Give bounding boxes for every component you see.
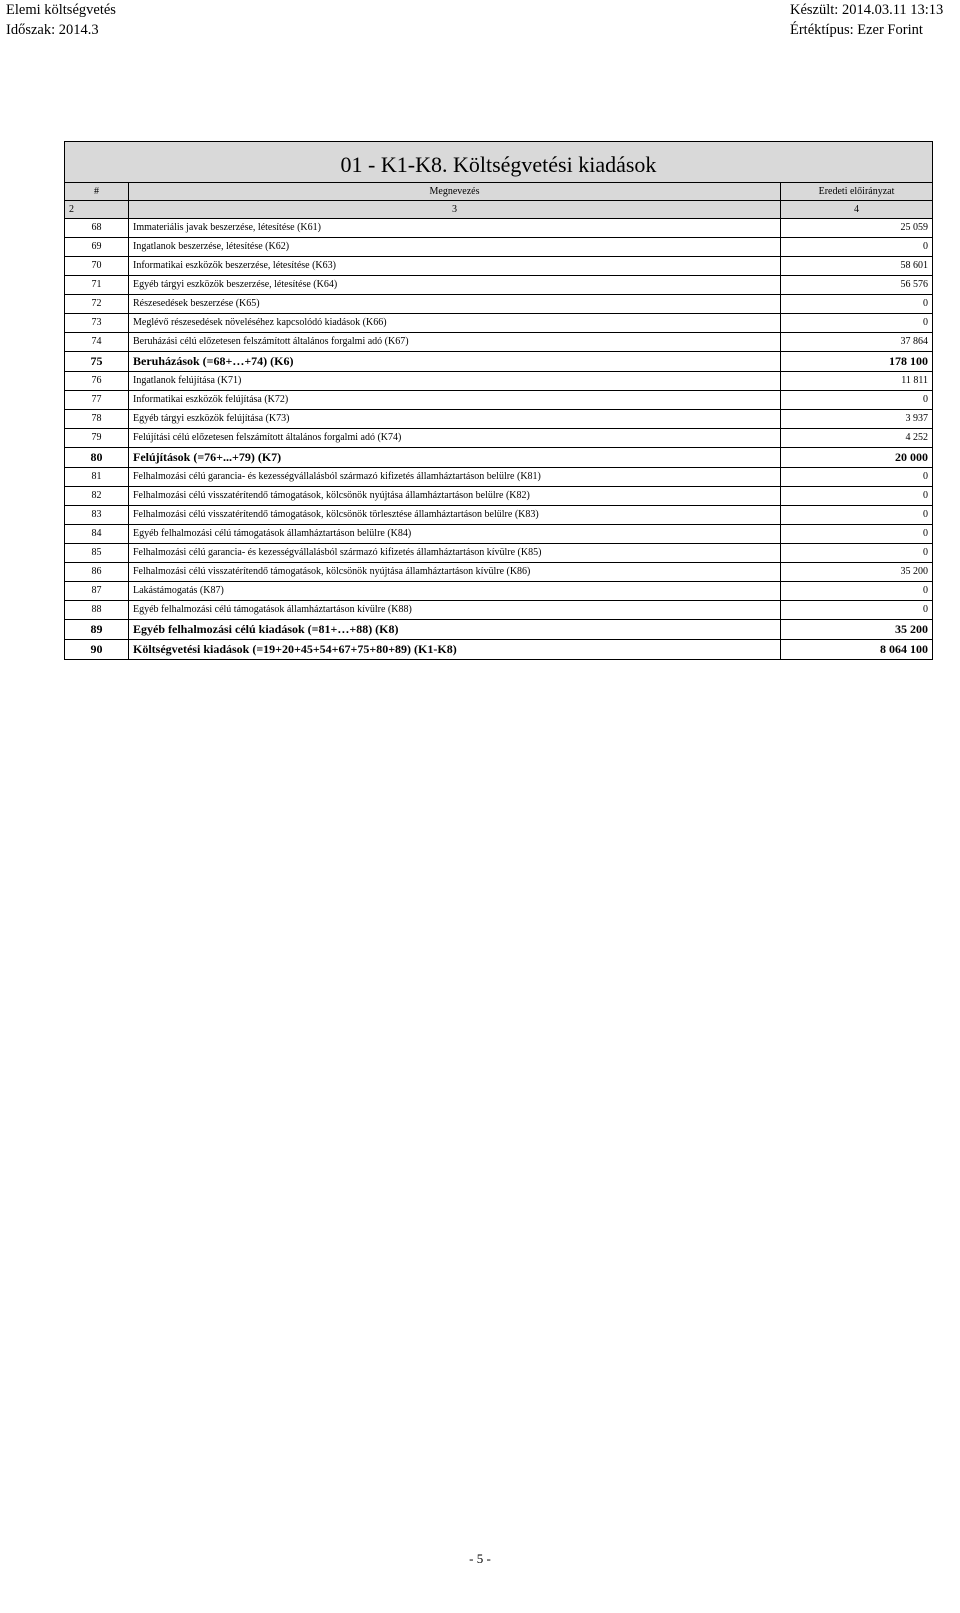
row-name: Felhalmozási célú visszatérítendő támogatások, kölcsönök nyújtása államháztartáson kívülre (K86): [129, 563, 781, 582]
row-value: 8 064 100: [781, 640, 933, 660]
row-number: 87: [65, 582, 129, 601]
column-header-row: [65, 183, 933, 201]
row-value: 0: [781, 506, 933, 525]
row-value: 0: [781, 314, 933, 333]
report-period: Időszak: 2014.3: [6, 22, 99, 38]
row-number: 88: [65, 601, 129, 620]
column-number-row: [65, 201, 933, 219]
row-number: 74: [65, 333, 129, 352]
table-row: [65, 640, 933, 660]
row-number: 78: [65, 410, 129, 429]
row-name: Felhalmozási célú visszatérítendő támogatások, kölcsönök nyújtása államháztartáson belülre (K82): [129, 487, 781, 506]
table-row: [65, 410, 933, 429]
table-row: [65, 506, 933, 525]
table-row: [65, 352, 933, 372]
row-value: 0: [781, 601, 933, 620]
row-number: 86: [65, 563, 129, 582]
table-row: [65, 238, 933, 257]
table-row: [65, 582, 933, 601]
row-number: 73: [65, 314, 129, 333]
table-row: [65, 257, 933, 276]
table-row: [65, 601, 933, 620]
table-row: [65, 219, 933, 238]
table-row: [65, 487, 933, 506]
row-name: Lakástámogatás (K87): [129, 582, 781, 601]
col-header-value: Eredeti előirányzat: [781, 183, 933, 201]
row-number: 89: [65, 620, 129, 640]
table-row: [65, 620, 933, 640]
col-number-1: 2: [65, 201, 129, 219]
row-name: Egyéb tárgyi eszközök beszerzése, létesítése (K64): [129, 276, 781, 295]
row-number: 79: [65, 429, 129, 448]
report-name: Elemi költségvetés: [6, 2, 116, 18]
value-type: Értéktípus: Ezer Forint: [790, 22, 923, 38]
row-value: 20 000: [781, 448, 933, 468]
table-row: [65, 544, 933, 563]
created-timestamp: Készült: 2014.03.11 13:13: [790, 2, 944, 18]
table-title-row: [65, 142, 933, 183]
row-name: Beruházási célú előzetesen felszámított általános forgalmi adó (K67): [129, 333, 781, 352]
row-number: 84: [65, 525, 129, 544]
row-name: Immateriális javak beszerzése, létesítése (K61): [129, 219, 781, 238]
page-number: - 5 -: [469, 1551, 491, 1566]
row-value: 0: [781, 295, 933, 314]
row-value: 0: [781, 487, 933, 506]
row-number: 81: [65, 468, 129, 487]
table-title: 01 - K1-K8. Költségvetési kiadások: [65, 142, 933, 183]
row-value: 3 937: [781, 410, 933, 429]
table-row: [65, 333, 933, 352]
table-row: [65, 276, 933, 295]
row-value: 11 811: [781, 372, 933, 391]
row-name: Egyéb tárgyi eszközök felújítása (K73): [129, 410, 781, 429]
row-value: 56 576: [781, 276, 933, 295]
row-name: Felhalmozási célú garancia- és kezességvállalásból származó kifizetés államháztartáson kívülre (K85): [129, 544, 781, 563]
table-row: [65, 525, 933, 544]
row-name: Részesedések beszerzése (K65): [129, 295, 781, 314]
row-number: 75: [65, 352, 129, 372]
table-row: [65, 468, 933, 487]
row-name: Felhalmozási célú visszatérítendő támogatások, kölcsönök törlesztése államháztartáson belülre (K83): [129, 506, 781, 525]
row-name: Ingatlanok beszerzése, létesítése (K62): [129, 238, 781, 257]
row-number: 68: [65, 219, 129, 238]
row-number: 85: [65, 544, 129, 563]
col-header-number: #: [65, 183, 129, 201]
header-left: [6, 0, 116, 40]
row-value: 25 059: [781, 219, 933, 238]
row-number: 72: [65, 295, 129, 314]
row-value: 0: [781, 544, 933, 563]
row-name: Meglévő részesedések növeléséhez kapcsolódó kiadások (K66): [129, 314, 781, 333]
row-name: Informatikai eszközök felújítása (K72): [129, 391, 781, 410]
row-number: 76: [65, 372, 129, 391]
row-name: Felhalmozási célú garancia- és kezességvállalásból származó kifizetés államháztartáson belülre (K81): [129, 468, 781, 487]
row-name: Egyéb felhalmozási célú támogatások államháztartáson belülre (K84): [129, 525, 781, 544]
table-row: [65, 429, 933, 448]
expenditure-table: [64, 141, 933, 660]
table-row: [65, 448, 933, 468]
row-number: 90: [65, 640, 129, 660]
row-number: 70: [65, 257, 129, 276]
row-number: 77: [65, 391, 129, 410]
row-value: 178 100: [781, 352, 933, 372]
table-row: [65, 314, 933, 333]
row-number: 82: [65, 487, 129, 506]
table-row: [65, 391, 933, 410]
col-number-3: 4: [781, 201, 933, 219]
header-right: [790, 0, 943, 40]
table-row: [65, 372, 933, 391]
row-number: 80: [65, 448, 129, 468]
row-number: 83: [65, 506, 129, 525]
col-number-2: 3: [129, 201, 781, 219]
row-value: 35 200: [781, 563, 933, 582]
row-value: 35 200: [781, 620, 933, 640]
row-value: 0: [781, 582, 933, 601]
row-name: Felújítási célú előzetesen felszámított általános forgalmi adó (K74): [129, 429, 781, 448]
row-value: 0: [781, 238, 933, 257]
row-name: Egyéb felhalmozási célú támogatások államháztartáson kívülre (K88): [129, 601, 781, 620]
table-row: [65, 295, 933, 314]
row-value: 0: [781, 391, 933, 410]
row-name: Egyéb felhalmozási célú kiadások (=81+…+88) (K8): [129, 620, 781, 640]
row-name: Felújítások (=76+...+79) (K7): [129, 448, 781, 468]
row-number: 69: [65, 238, 129, 257]
row-value: 58 601: [781, 257, 933, 276]
row-name: Informatikai eszközök beszerzése, létesítése (K63): [129, 257, 781, 276]
row-name: Költségvetési kiadások (=19+20+45+54+67+75+80+89) (K1-K8): [129, 640, 781, 660]
row-value: 0: [781, 468, 933, 487]
row-value: 4 252: [781, 429, 933, 448]
row-number: 71: [65, 276, 129, 295]
table-row: [65, 563, 933, 582]
row-value: 37 864: [781, 333, 933, 352]
col-header-name: Megnevezés: [129, 183, 781, 201]
row-name: Beruházások (=68+…+74) (K6): [129, 352, 781, 372]
row-name: Ingatlanok felújítása (K71): [129, 372, 781, 391]
row-value: 0: [781, 525, 933, 544]
